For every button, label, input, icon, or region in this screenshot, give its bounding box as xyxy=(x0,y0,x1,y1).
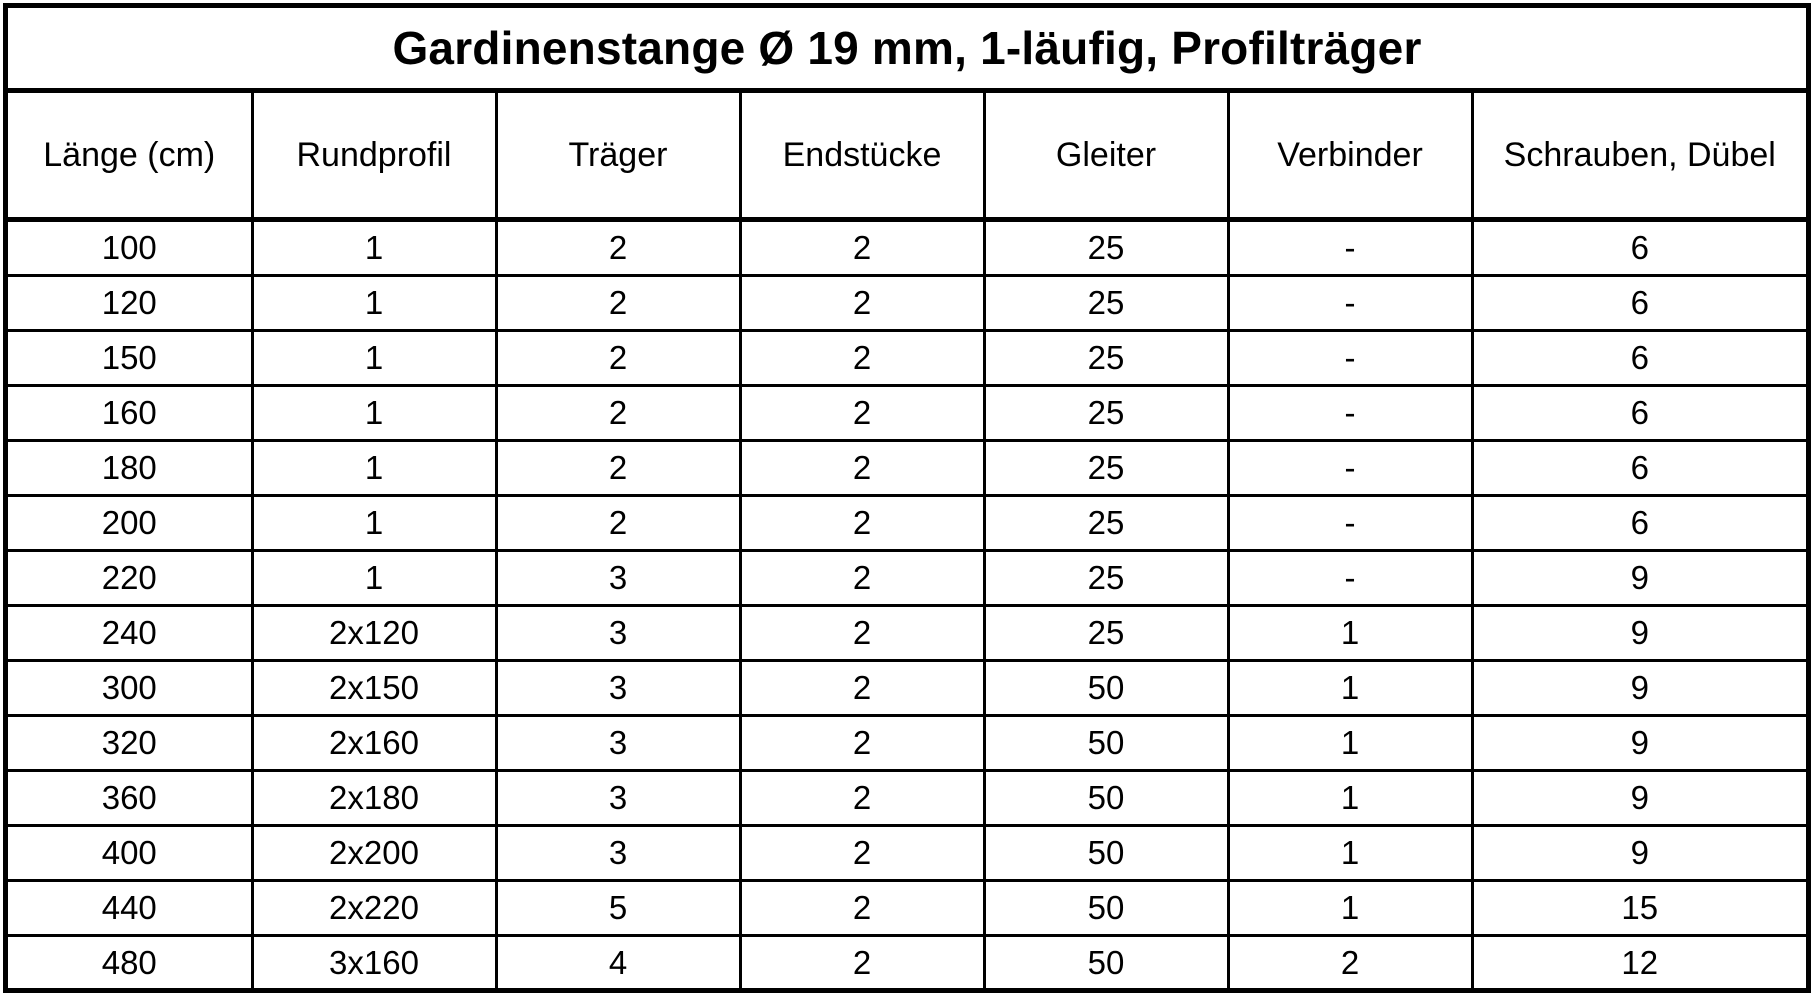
parts-table-sheet xyxy=(3,3,1811,993)
cell-traeger: 2 xyxy=(496,220,740,276)
cell-rundprofil: 3x160 xyxy=(252,936,496,990)
table-row xyxy=(8,551,1806,606)
cell-traeger: 3 xyxy=(496,771,740,826)
cell-rundprofil: 2x220 xyxy=(252,881,496,936)
cell-gleiter: 25 xyxy=(984,496,1228,551)
cell-rundprofil: 2x120 xyxy=(252,606,496,661)
cell-traeger: 5 xyxy=(496,881,740,936)
cell-gleiter: 25 xyxy=(984,220,1228,276)
cell-endstuecke: 2 xyxy=(740,276,984,331)
cell-gleiter: 50 xyxy=(984,716,1228,771)
column-header-rundprofil: Rundprofil xyxy=(252,93,496,220)
table-row xyxy=(8,936,1806,990)
cell-endstuecke: 2 xyxy=(740,331,984,386)
cell-gleiter: 50 xyxy=(984,771,1228,826)
cell-verbinder: 1 xyxy=(1228,881,1472,936)
parts-table xyxy=(8,93,1806,989)
cell-laenge: 220 xyxy=(8,551,252,606)
table-row xyxy=(8,220,1806,276)
cell-rundprofil: 1 xyxy=(252,220,496,276)
cell-gleiter: 25 xyxy=(984,441,1228,496)
column-header-verbinder: Verbinder xyxy=(1228,93,1472,220)
cell-traeger: 3 xyxy=(496,661,740,716)
cell-rundprofil: 1 xyxy=(252,441,496,496)
cell-schrauben-duebel: 12 xyxy=(1472,936,1806,990)
cell-rundprofil: 1 xyxy=(252,496,496,551)
cell-gleiter: 25 xyxy=(984,331,1228,386)
table-title: Gardinenstange Ø 19 mm, 1-läufig, Profilträger xyxy=(8,8,1806,93)
cell-verbinder: 1 xyxy=(1228,771,1472,826)
cell-schrauben-duebel: 6 xyxy=(1472,441,1806,496)
table-row xyxy=(8,881,1806,936)
cell-schrauben-duebel: 6 xyxy=(1472,276,1806,331)
cell-endstuecke: 2 xyxy=(740,220,984,276)
cell-traeger: 3 xyxy=(496,826,740,881)
column-header-endstuecke: Endstücke xyxy=(740,93,984,220)
cell-endstuecke: 2 xyxy=(740,386,984,441)
cell-laenge: 300 xyxy=(8,661,252,716)
cell-traeger: 4 xyxy=(496,936,740,990)
table-row xyxy=(8,276,1806,331)
cell-traeger: 3 xyxy=(496,716,740,771)
cell-endstuecke: 2 xyxy=(740,716,984,771)
cell-gleiter: 25 xyxy=(984,386,1228,441)
cell-endstuecke: 2 xyxy=(740,551,984,606)
column-header-schrauben-duebel: Schrauben, Dübel xyxy=(1472,93,1806,220)
cell-endstuecke: 2 xyxy=(740,661,984,716)
cell-laenge: 320 xyxy=(8,716,252,771)
cell-laenge: 400 xyxy=(8,826,252,881)
cell-rundprofil: 1 xyxy=(252,386,496,441)
cell-gleiter: 50 xyxy=(984,936,1228,990)
cell-traeger: 2 xyxy=(496,496,740,551)
cell-rundprofil: 2x160 xyxy=(252,716,496,771)
cell-verbinder: 1 xyxy=(1228,716,1472,771)
cell-rundprofil: 1 xyxy=(252,551,496,606)
cell-verbinder: 1 xyxy=(1228,661,1472,716)
cell-gleiter: 50 xyxy=(984,881,1228,936)
cell-schrauben-duebel: 6 xyxy=(1472,331,1806,386)
cell-laenge: 360 xyxy=(8,771,252,826)
cell-gleiter: 50 xyxy=(984,826,1228,881)
table-row xyxy=(8,441,1806,496)
cell-verbinder: 1 xyxy=(1228,826,1472,881)
cell-laenge: 180 xyxy=(8,441,252,496)
cell-verbinder: - xyxy=(1228,276,1472,331)
table-body xyxy=(8,220,1806,990)
cell-verbinder: - xyxy=(1228,220,1472,276)
cell-schrauben-duebel: 9 xyxy=(1472,716,1806,771)
column-header-laenge: Länge (cm) xyxy=(8,93,252,220)
cell-endstuecke: 2 xyxy=(740,771,984,826)
table-row xyxy=(8,826,1806,881)
cell-gleiter: 25 xyxy=(984,551,1228,606)
cell-traeger: 3 xyxy=(496,551,740,606)
cell-schrauben-duebel: 6 xyxy=(1472,386,1806,441)
cell-schrauben-duebel: 9 xyxy=(1472,826,1806,881)
cell-laenge: 160 xyxy=(8,386,252,441)
cell-verbinder: - xyxy=(1228,551,1472,606)
table-row xyxy=(8,386,1806,441)
cell-verbinder: - xyxy=(1228,441,1472,496)
table-row xyxy=(8,606,1806,661)
cell-endstuecke: 2 xyxy=(740,441,984,496)
cell-schrauben-duebel: 6 xyxy=(1472,496,1806,551)
cell-laenge: 480 xyxy=(8,936,252,990)
column-header-traeger: Träger xyxy=(496,93,740,220)
table-row xyxy=(8,716,1806,771)
cell-verbinder: 2 xyxy=(1228,936,1472,990)
cell-schrauben-duebel: 15 xyxy=(1472,881,1806,936)
cell-laenge: 200 xyxy=(8,496,252,551)
cell-rundprofil: 2x180 xyxy=(252,771,496,826)
cell-schrauben-duebel: 9 xyxy=(1472,606,1806,661)
cell-schrauben-duebel: 9 xyxy=(1472,551,1806,606)
cell-rundprofil: 1 xyxy=(252,276,496,331)
cell-verbinder: 1 xyxy=(1228,606,1472,661)
cell-verbinder: - xyxy=(1228,386,1472,441)
cell-laenge: 120 xyxy=(8,276,252,331)
cell-gleiter: 50 xyxy=(984,661,1228,716)
table-row xyxy=(8,661,1806,716)
cell-endstuecke: 2 xyxy=(740,881,984,936)
cell-laenge: 100 xyxy=(101,229,157,266)
cell-traeger: 3 xyxy=(496,606,740,661)
column-header-gleiter: Gleiter xyxy=(984,93,1228,220)
cell-verbinder: - xyxy=(1228,331,1472,386)
cell-laenge: 440 xyxy=(8,881,252,936)
cell-traeger: 2 xyxy=(496,276,740,331)
cell-laenge: 240 xyxy=(8,606,252,661)
cell-traeger: 2 xyxy=(496,386,740,441)
table-row xyxy=(8,331,1806,386)
cell-schrauben-duebel: 6 xyxy=(1472,220,1806,276)
cell-gleiter: 25 xyxy=(984,606,1228,661)
cell-endstuecke: 2 xyxy=(740,606,984,661)
header-row xyxy=(8,93,1806,220)
cell-traeger: 2 xyxy=(496,331,740,386)
cell-gleiter: 25 xyxy=(984,276,1228,331)
cell-endstuecke: 2 xyxy=(740,826,984,881)
cell-schrauben-duebel: 9 xyxy=(1472,661,1806,716)
cell-rundprofil: 2x200 xyxy=(252,826,496,881)
table-row xyxy=(8,771,1806,826)
cell-endstuecke: 2 xyxy=(740,496,984,551)
cell-laenge: 150 xyxy=(8,331,252,386)
cell-rundprofil: 1 xyxy=(252,331,496,386)
cell-verbinder: - xyxy=(1228,496,1472,551)
table-row xyxy=(8,496,1806,551)
cell-rundprofil: 2x150 xyxy=(252,661,496,716)
cell-traeger: 2 xyxy=(496,441,740,496)
cell-endstuecke: 2 xyxy=(740,936,984,990)
cell-schrauben-duebel: 9 xyxy=(1472,771,1806,826)
